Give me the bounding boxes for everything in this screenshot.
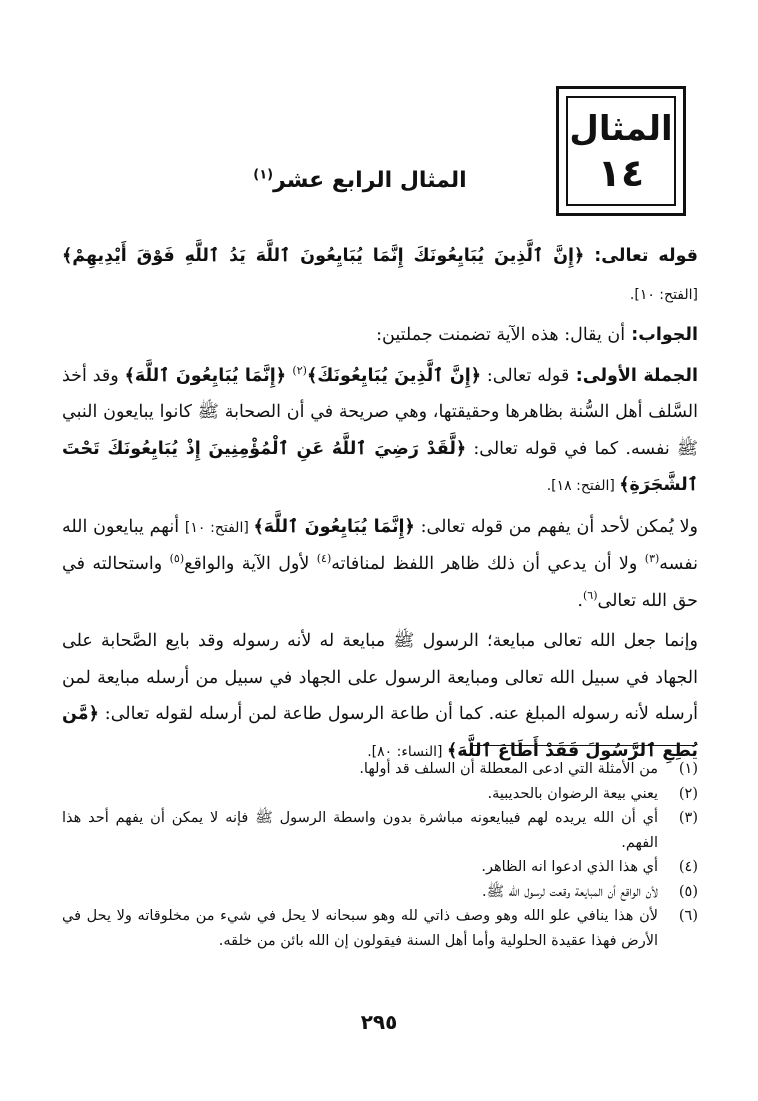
- paragraph-lead: قوله تعالى:: [584, 246, 698, 266]
- footnote-item: [62, 904, 698, 953]
- example-box-label: المثال: [569, 109, 673, 149]
- footnote-text: يعني بيعة الرضوان بالحديبية.: [487, 785, 658, 802]
- example-number-box: [556, 86, 686, 216]
- quran-verse: ﴿إِنَّ ٱلَّذِينَ يُبَايِعُونَكَ إِنَّمَا يُبَايِعُونَ ٱللَّهَ يَدُ ٱللَّهِ فَوْقَ أَيْدِيهِمْ﴾: [62, 246, 585, 266]
- quran-verse: ﴿لَّقَدْ رَضِيَ ٱللَّهُ عَنِ ٱلْمُؤْمِنِينَ إِذْ يُبَايِعُونَكَ تَحْتَ ٱلشَّجَرَةِ﴾: [62, 438, 698, 495]
- verse-reference: [الفتح: ١٨].: [546, 478, 620, 494]
- footnote-number: (٣): [678, 810, 698, 826]
- footnote-item: [62, 806, 698, 855]
- footnote-number: (١): [678, 761, 698, 777]
- paragraph-text: ولا يُمكن لأحد أن يفهم من قوله تعالى:: [414, 516, 699, 537]
- footnote-item: [62, 855, 698, 880]
- footnote-text: أي أن الله يريده لهم فيبايعونه مباشرة بدون واسطة الرسول ﷺ فإنه لا يمكن أن يفهم أحد هذا الفهم.: [62, 810, 658, 851]
- footnote-item: [62, 782, 698, 807]
- verse-reference: [الفتح: ١٠]: [184, 519, 254, 536]
- footnote-number: (٥): [678, 883, 698, 900]
- footnote-ref: (٣): [644, 552, 660, 566]
- footnote-number: (٤): [678, 859, 698, 875]
- paragraph-first-clause: [62, 358, 698, 505]
- footnote-item: [62, 880, 698, 905]
- footnote-number: (٢): [678, 785, 698, 802]
- page-number: ٢٩٥: [360, 1010, 398, 1034]
- footnote-ref: (٢): [292, 363, 307, 377]
- paragraph-text: قوله تعالى:: [481, 365, 570, 386]
- footnote-text: لأن الواقع أن المبايعة وقعت لرسول الله ﷺ.: [482, 883, 658, 900]
- paragraph-text: واستحالته في حق الله تعالى: [62, 554, 698, 611]
- quran-verse: ﴿مَّن يُطِعِ ٱلرَّسُولَ فَقَدْ أَطَاعَ ٱللَّهَ﴾: [62, 704, 698, 761]
- verse-reference: [النساء: ٨٠].: [367, 743, 447, 760]
- paragraph-answer: [62, 317, 698, 354]
- footnote-divider: [470, 745, 696, 746]
- example-number-box-inner: [566, 96, 676, 206]
- paragraph-text: ولا أن يدعي أن ذلك ظاهر اللفظ لمنافاته: [331, 554, 645, 574]
- title-footnote-ref: (١): [253, 167, 274, 183]
- footnote-item: [62, 757, 698, 782]
- paragraph-refutation: [62, 509, 698, 620]
- footnote-ref: (٥): [169, 552, 185, 566]
- paragraph-text: لأول الآية والواقع: [184, 554, 317, 574]
- paragraph-text: أنهم يبايعون الله نفسه: [62, 516, 698, 574]
- quran-verse: ﴿إِنَّمَا يُبَايِعُونَ ٱللَّهَ﴾: [253, 516, 415, 537]
- quran-verse: ﴿إِنَّمَا يُبَايِعُونَ ٱللَّهَ﴾: [124, 365, 293, 386]
- example-box-number: ١٤: [597, 151, 645, 195]
- footnote-ref: (٤): [316, 552, 332, 566]
- section-title: [230, 168, 490, 193]
- paragraph-text: وقد أخذ السَّلف أهل السُّنة بظاهرها وحقيقتها، وهي صريحة في أن الصحابة ﷺ كانوا يبايعون النبي ﷺ نفسه. كما في قوله تعالى:: [62, 365, 699, 459]
- paragraph-explanation: [62, 623, 698, 770]
- footnote-ref: (٦): [583, 588, 598, 602]
- main-text: [62, 238, 698, 774]
- paragraph-verse-quote: [62, 238, 698, 313]
- footnote-text: من الأمثلة التي ادعى المعطلة أن السلف قد أولها.: [359, 761, 658, 777]
- paragraph-text: أن يقال: هذه الآية تضمنت جملتين:: [376, 325, 626, 345]
- section-title-text: المثال الرابع عشر: [273, 168, 467, 193]
- paragraph-lead: الجملة الأولى:: [569, 365, 698, 386]
- footnotes: [62, 757, 698, 953]
- quran-verse: ﴿إِنَّ ٱلَّذِينَ يُبَايِعُونَكَ﴾: [306, 365, 482, 386]
- footnote-text: لأن هذا ينافي علو الله وهو وصف ذاتي لله وهو سبحانه لا يحل في شيء من مخلوقاته ولا يحل في الأرض فهذا عقيدة الحلولية وأما أهل السنة فيقولون إن الله بائن من خلقه.: [62, 908, 658, 949]
- verse-reference: [الفتح: ١٠].: [629, 286, 698, 303]
- paragraph-lead: الجواب:: [625, 325, 698, 345]
- footnote-text: أي هذا الذي ادعوا انه الظاهر.: [481, 859, 658, 875]
- paragraph-text: وإنما جعل الله تعالى مبايعة؛ الرسول ﷺ مبايعة له لأنه رسوله وقد بايع الصَّحابة على الجهاد في سبيل الله تعالى ومبايعة الرسول على الجهاد في سبيل من أرسله مبايعة لمن أرسله لأنه رسوله المبلغ عنه. كما أن طاعة الرسول طاعة لمن أرسله لقوله تعالى:: [62, 631, 698, 724]
- paragraph-text: .: [577, 590, 583, 611]
- footnote-number: (٦): [678, 908, 698, 924]
